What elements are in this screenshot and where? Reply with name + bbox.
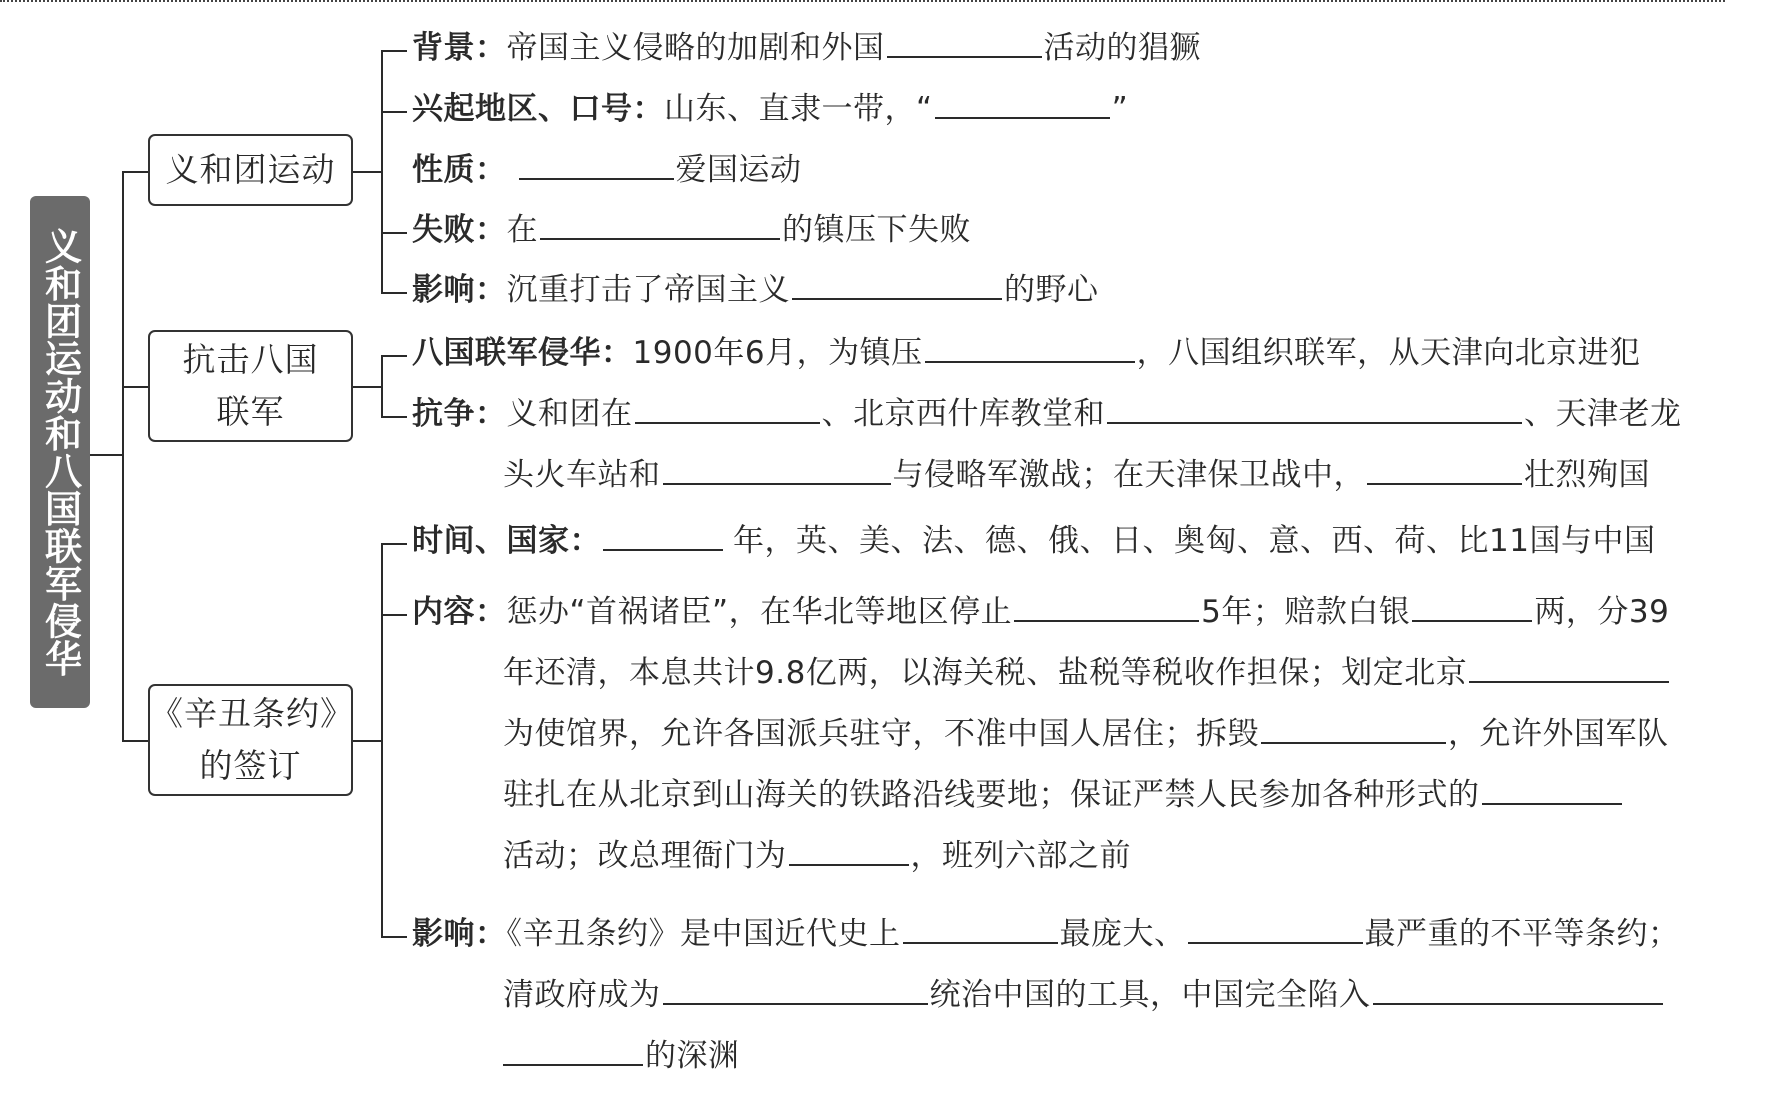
blank[interactable]	[663, 969, 928, 1005]
text: 最严重的不平等条约；	[1364, 916, 1680, 952]
text: 5年；赔款白银	[1201, 594, 1411, 630]
node-resist-line1: 抗击八国	[182, 340, 319, 379]
text: 最庞大、	[1059, 916, 1186, 952]
blank[interactable]	[540, 204, 780, 240]
item-content-line2	[503, 643, 1671, 703]
tick-content	[381, 614, 407, 616]
blank[interactable]	[1188, 908, 1363, 944]
yihetuan-bracket-stem	[353, 171, 383, 173]
text: 两，分39	[1534, 594, 1670, 630]
blank[interactable]	[1469, 647, 1669, 683]
tick-origin	[381, 111, 407, 113]
text: 与侵略军激战；在天津保卫战中，	[892, 457, 1365, 493]
label: 失败：	[412, 212, 507, 248]
text: 、北京西什库教堂和	[821, 396, 1105, 432]
text: 、天津老龙	[1524, 396, 1682, 432]
text: ，八国组织联军，从天津向北京进犯	[1136, 335, 1641, 371]
text: 的深渊	[645, 1038, 740, 1074]
item-influence	[412, 260, 1099, 320]
item-content-line5	[503, 826, 1131, 886]
blank[interactable]	[925, 327, 1135, 363]
tick-influence	[381, 292, 407, 294]
blank[interactable]	[887, 22, 1042, 58]
text: 沉重打击了帝国主义	[506, 272, 790, 308]
blank[interactable]	[503, 1030, 643, 1066]
connector-to-resist	[122, 386, 150, 388]
text: ，允许外国军队	[1448, 716, 1669, 752]
item-content	[412, 582, 1669, 642]
text: 爱国运动	[675, 152, 802, 188]
item-treaty-influence-line3	[503, 1026, 740, 1086]
item-content-line4	[503, 765, 1624, 825]
node-resist-line2: 联军	[216, 392, 285, 431]
blank[interactable]	[1482, 769, 1622, 805]
tick-background	[381, 50, 407, 52]
node-resist	[148, 330, 353, 442]
text: 的野心	[1004, 272, 1099, 308]
node-yihetuan-label: 义和团运动	[165, 150, 336, 189]
text: 清政府成为	[503, 977, 661, 1013]
blank[interactable]	[1367, 449, 1522, 485]
text: 年还清，本息共计9.8亿两，以海关税、盐税等税收作担保；划定北京	[503, 655, 1468, 691]
label: 兴起地区、口号：	[412, 91, 664, 127]
blank[interactable]	[1412, 586, 1532, 622]
resist-bracket-spine	[381, 355, 383, 417]
text: 《辛丑条约》是中国近代史上	[506, 916, 901, 952]
item-origin	[412, 79, 1128, 139]
label: 内容：	[412, 594, 507, 630]
tick-time	[381, 543, 407, 545]
treaty-bracket-spine	[381, 543, 383, 937]
text: 在	[506, 212, 538, 248]
blank[interactable]	[519, 144, 674, 180]
connector-to-treaty	[122, 740, 150, 742]
tick-struggle	[381, 416, 407, 418]
label: 背景：	[412, 30, 507, 66]
top-dotted-rule	[0, 0, 1725, 5]
text: ”	[1111, 91, 1129, 127]
text: 头火车站和	[503, 457, 661, 493]
text: 惩办“首祸诸臣”，在华北等地区停止	[506, 594, 1013, 630]
node-treaty-line1: 《辛丑条约》	[150, 694, 354, 733]
yihetuan-bracket-spine	[381, 50, 383, 294]
root-spine	[122, 171, 124, 741]
item-treaty-influence	[412, 904, 1680, 964]
tick-treaty-influence	[381, 936, 407, 938]
blank[interactable]	[603, 515, 723, 551]
resist-bracket-stem	[353, 386, 383, 388]
item-invasion	[412, 323, 1641, 383]
blank[interactable]	[1014, 586, 1199, 622]
blank[interactable]	[1107, 388, 1522, 424]
label: 时间、国家：	[412, 523, 601, 559]
text: 活动的猖獗	[1043, 30, 1201, 66]
text: 的镇压下失败	[782, 212, 971, 248]
label: 抗争：	[412, 396, 507, 432]
text: 帝国主义侵略的加剧和外国	[506, 30, 885, 66]
text: 年，英、美、法、德、俄、日、奥匈、意、西、荷、比11国与中国	[733, 523, 1656, 559]
node-treaty-line2: 的签订	[199, 746, 302, 785]
label: 影响：	[412, 916, 507, 952]
root-connector	[90, 454, 124, 456]
text: 驻扎在从北京到山海关的铁路沿线要地；保证严禁人民参加各种形式的	[503, 777, 1480, 813]
item-struggle-cont	[503, 445, 1650, 505]
item-treaty-influence-line2	[503, 965, 1665, 1025]
text: 壮烈殉国	[1524, 457, 1650, 493]
blank[interactable]	[792, 264, 1002, 300]
root-title: 义和团运动和八国联军侵华	[30, 196, 90, 708]
tick-invasion	[381, 355, 407, 357]
label: 八国联军侵华：	[412, 335, 633, 371]
item-background	[412, 18, 1201, 78]
label: 影响：	[412, 272, 507, 308]
blank[interactable]	[903, 908, 1058, 944]
blank[interactable]	[1373, 969, 1663, 1005]
text: 山东、直隶一带，“	[664, 91, 933, 127]
item-time	[412, 511, 1655, 571]
item-nature	[412, 140, 802, 200]
text: 1900年6月，为镇压	[632, 335, 923, 371]
text: ，班列六部之前	[910, 838, 1131, 874]
node-treaty	[148, 684, 353, 796]
blank[interactable]	[935, 83, 1110, 119]
connector-to-yihetuan	[122, 171, 150, 173]
item-struggle	[412, 384, 1682, 444]
treaty-bracket-stem	[353, 740, 383, 742]
text: 统治中国的工具，中国完全陷入	[929, 977, 1371, 1013]
blank[interactable]	[789, 830, 909, 866]
text: 活动；改总理衙门为	[503, 838, 787, 874]
blank[interactable]	[635, 388, 820, 424]
blank[interactable]	[1261, 708, 1446, 744]
node-yihetuan	[148, 134, 353, 206]
tick-failure	[381, 232, 407, 234]
item-content-line3	[503, 704, 1669, 764]
label: 性质：	[412, 152, 507, 188]
blank[interactable]	[663, 449, 891, 485]
text: 义和团在	[506, 396, 633, 432]
text: 为使馆界，允许各国派兵驻守，不准中国人居住；拆毁	[503, 716, 1259, 752]
item-failure	[412, 200, 971, 260]
